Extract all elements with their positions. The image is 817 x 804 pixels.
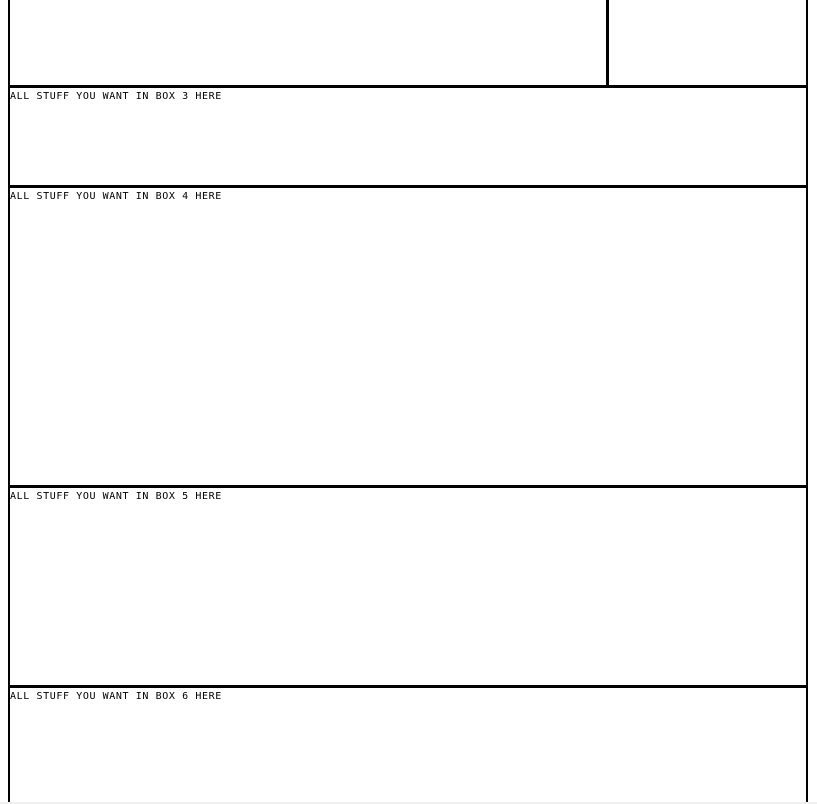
top-row-boxes	[8, 0, 808, 86]
divider-above-box-6	[8, 685, 808, 688]
box-3-label: ALL STUFF YOU WANT IN BOX 3 HERE	[10, 91, 222, 102]
top-row-divider	[606, 0, 609, 86]
box-6-label: ALL STUFF YOU WANT IN BOX 6 HERE	[10, 691, 222, 702]
box-4-label: ALL STUFF YOU WANT IN BOX 4 HERE	[10, 191, 222, 202]
divider-above-box-4	[8, 185, 808, 188]
divider-above-box-3	[8, 85, 808, 88]
box-5-label: ALL STUFF YOU WANT IN BOX 5 HERE	[10, 491, 222, 502]
page-frame	[8, 0, 808, 804]
divider-above-box-5	[8, 485, 808, 488]
